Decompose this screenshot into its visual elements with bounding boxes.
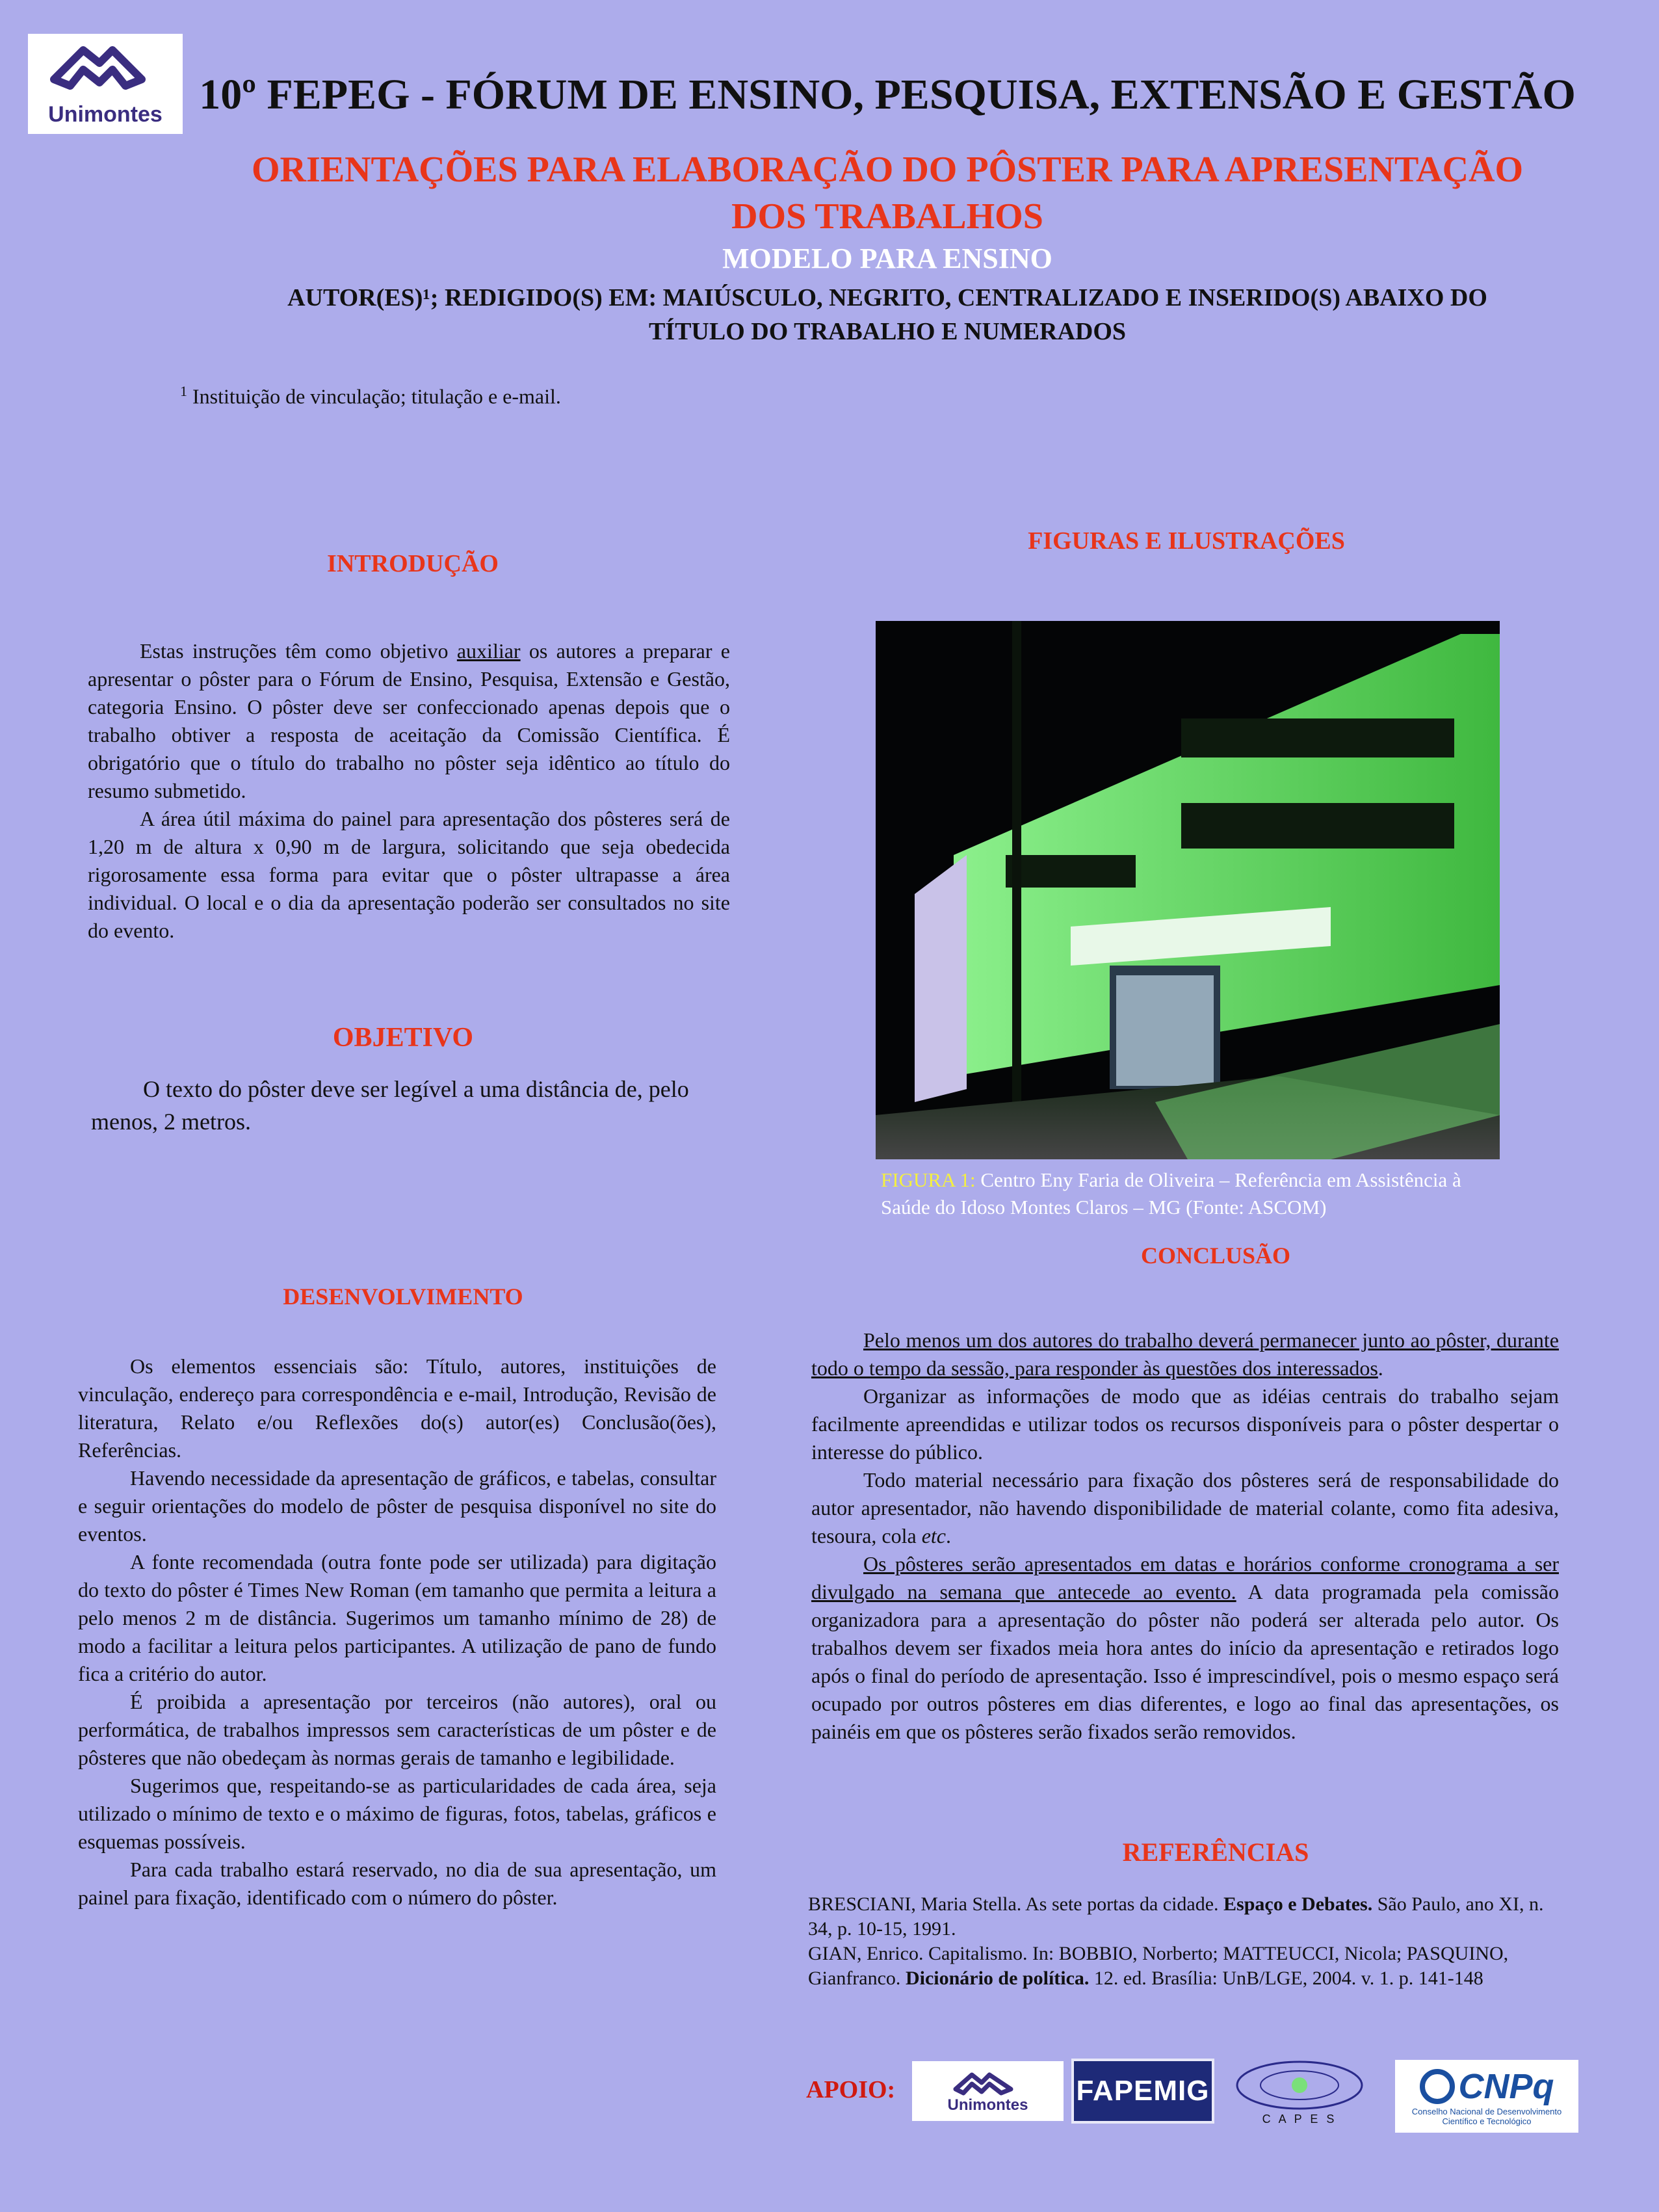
poster-title: 10º FEPEG - FÓRUM DE ENSINO, PESQUISA, EXTENSÃO E GESTÃO [199, 71, 1576, 118]
introducao-text: Estas instruções têm como objetivo auxiliar os autores a preparar e apresentar o pôster para o Fórum de Ensino, Pesquisa, Extensão e Gestão, categoria Ensino. O pôster deve ser confeccionado apenas depois que o trabalho obtiver a resposta de aceitação da Comissão Científica. É obrigatório que o título do trabalho no pôster seja idêntico ao título do resumo submetido. A área útil máxima do painel para apresentação dos pôsteres será de 1,20 m de altura x 0,90 m de largura, solicitando que seja obedecida rigorosamente essa forma para evitar que o pôster ultrapasse a área individual. O local e o dia da apresentação poderão ser consultados no site do evento. [88, 639, 731, 942]
objetivo-heading: OBJETIVO [332, 1023, 474, 1053]
referencias-heading: REFERÊNCIAS [1122, 1837, 1309, 1867]
desenvolvimento-heading: DESENVOLVIMENTO [283, 1284, 523, 1310]
capes-emblem-icon [1234, 2058, 1365, 2113]
affiliation: $^1$ Instituição de vinculação; titulação e e-mail. [180, 383, 561, 408]
references-list [808, 1892, 1556, 1991]
reference-item: GIAN, Enrico. Capitalismo. In: BOBBIO, Norberto; MATTEUCCI, Nicola; PASQUINO, Gianfranco. Dicionário de política. 12. ed. Brasília: UnB/LGE, 2004. v. 1. p. 141-148 [808, 1943, 1509, 1989]
building-night-image [876, 621, 1500, 1159]
conclusao-text: Pelo menos um dos autores do trabalho deverá permanecer junto ao pôster, durante todo o tempo da sessão, para responder às questões dos interessados. Organizar as informações de modo que as idéias centrais do trabalho sejam facilmente apreendidas e utilizar todos os recursos disponíveis para o pôster despertar o interesse do público. Todo material necessário para fixação dos pôsteres será de responsabilidade do autor apresentador, não havendo disponibilidade de material colante, como fita adesiva, tesoura, cola etc. Os pôsteres serão apresentados em datas e horários conforme cronograma a ser divulgado na semana que antecede ao evento. A data programada pela comissão organizadora para a apresentação do pôster não poderá ser alterada pelo autor. Os trabalhos devem ser fixados meia hora antes do início da apresentação e retirados logo após o final do período de apresentação. Isso é imprescindível, pois o mesmo espaço será ocupado por outros pôsteres em dias diferentes, e logo ao final das apresentações, os painéis em que os pôsteres serão fixados serão removidos. [811, 1328, 1560, 1743]
poster-subtitle: ORIENTAÇÕES PARA ELABORAÇÃO DO PÔSTER PARA APRESENTAÇÃO DOS TRABALHOS [251, 150, 1524, 237]
figuras-heading: FIGURAS E ILUSTRAÇÕES [1028, 527, 1345, 555]
unimontes-logo [28, 34, 183, 134]
model-label: MODELO PARA ENSINO [722, 243, 1052, 274]
desenvolvimento-text: Os elementos essenciais são: Título, autores, instituições de vinculação, endereço para correspondência e e-mail, Introdução, Revisão de literatura, Relato e/ou Reflexões do(s) autor(es) Conclusão(ões), Referências. Havendo necessidade da apresentação de gráficos, e tabelas, consultar e seguir orientações do modelo de pôster de pesquisa disponível no site do eventos. A fonte recomendada (outra fonte pode ser utilizada) para digitação do texto do pôster é Times New Roman (em tamanho que permita a leitura a pelo menos 2 m de distância. Sugerimos um tamanho mínimo de 28) de modo a facilitar a leitura pelos participantes. A utilização de pano de fundo fica a critério do autor. É proibida a apresentação por terceiros (não autores), oral ou performática, de trabalhos impressos sem características de um pôster e de pôsteres que não obedeçam às normas gerais de tamanho e legibilidade. Sugerimos que, respeitando-se as particularidades de cada área, seja utilizado o mínimo de texto e o máximo de figuras, fotos, tabelas, gráficos e esquemas possíveis. Para cada trabalho estará reservado, no dia de sua apresentação, um painel para fixação, identificado com o número do pôster. [78, 1354, 716, 1909]
figure-caption: FIGURA 1: Centro Eny Faria de Oliveira – Referência em Assistência à Saúde do Idoso Montes Claros – MG (Fonte: ASCOM) [881, 1168, 1461, 1218]
unimontes-emblem-icon [28, 34, 183, 99]
cnpq-emblem-icon [1420, 2069, 1455, 2104]
authors-line: AUTOR(ES)¹; REDIGIDO(S) EM: MAIÚSCULO, NEGRITO, CENTRALIZADO E INSERIDO(S) ABAIXO DO TÍTULO DO TRABALHO E NUMERADOS [287, 284, 1487, 345]
conclusao-heading: CONCLUSÃO [1140, 1243, 1291, 1269]
sponsor-fapemig-logo: FAPEMIG [1071, 2059, 1214, 2124]
sponsor-capes-logo: C A P E S [1231, 2053, 1368, 2130]
apoio-label: APOIO: [806, 2076, 896, 2103]
introducao-heading: INTRODUÇÃO [327, 550, 499, 577]
reference-item: BRESCIANI, Maria Stella. As sete portas da cidade. Espaço e Debates. São Paulo, ano XI, n. 34, p. 10-15, 1991. [808, 1893, 1544, 1940]
sponsor-cnpq-logo: CNPq Conselho Nacional de Desenvolvimento Científico e Tecnológico [1395, 2060, 1578, 2133]
unimontes-emblem-icon [949, 2068, 1027, 2097]
objetivo-text: O texto do pôster deve ser legível a uma distância de, pelo menos, 2 metros. [91, 1076, 689, 1135]
sponsor-unimontes-logo: Unimontes [912, 2061, 1064, 2121]
logo-label: Unimontes [48, 102, 163, 127]
building-photo [876, 621, 1500, 1159]
